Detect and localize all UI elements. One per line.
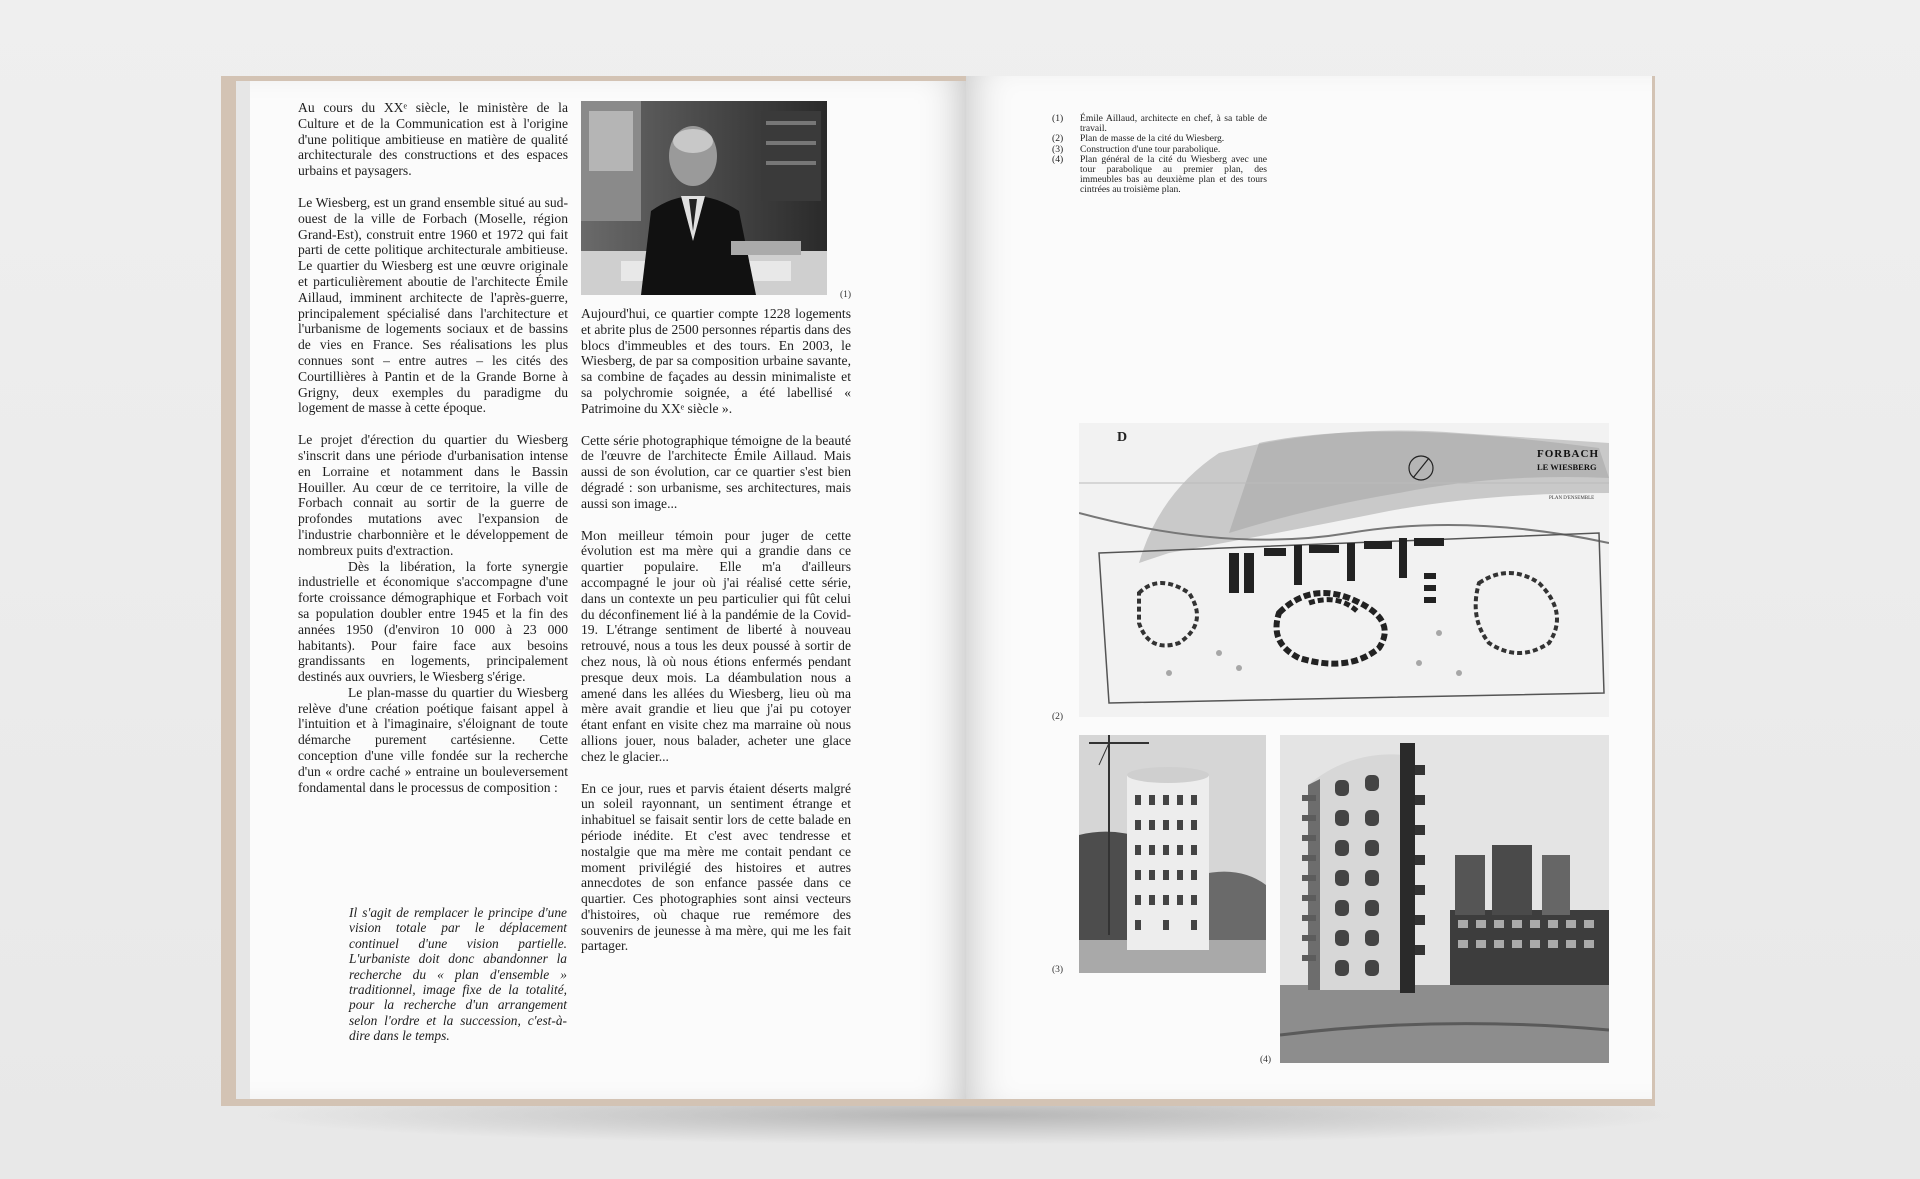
paragraph: Mon meilleur témoin pour juger de cette évolution est ma mère qui a grandie dans ce quartier populaire. Elle m'a d'ailleurs accompagné le jour où j'ai réalisé cette série, dans un contexte un peu particulier qui fût celui du déconfinement lié à la pandémie de la Covid-19. L'étrange sentiment de liberté à nouveau retrouvé, nous a tous les deux poussé à sortir de chez nous, là où nous étions enfermés pendant presque deux mois. La déambulation nous a amené dans les allées du Wiesberg, lieu où ma mère avait grandie et lieu que j'ai pu cotoyer étant enfant en visite chez ma marraine où nous allions jouer, nous balader, acheter une glace chez le glacier... xyxy=(581,527,851,764)
left-column-2 xyxy=(581,306,851,970)
left-column-1 xyxy=(298,100,568,795)
paragraph: Le Wiesberg, est un grand ensemble situé au sud-ouest de la ville de Forbach (Moselle, région Grand-Est), construit entre 1960 et 1972 qui fait parti de cette politique architecturale ambitieuse. Le quartier du Wiesberg est une œuvre originale et particulièrement aboutie de l'architecte Émile Aillaud, imminent architecte de l'après-guerre, principalement spécialisé dans l'architecture et l'urbanisme de logements sociaux et de bassins de vies en France. Ses réalisations les plus connues sont – entre autres – les cités des Courtillières à Pantin et de la Grande Borne à Grigny, deux exemples du paradigme du logement de masse à cette époque. xyxy=(298,194,568,416)
photo-tower-construction xyxy=(1079,735,1266,973)
caption-item xyxy=(1052,155,1267,196)
caption-text: Émile Aillaud, architecte en chef, à sa table de travail. xyxy=(1080,113,1267,135)
plan-subtitle: LE WIESBERG xyxy=(1537,462,1597,472)
caption-number: (2) xyxy=(1052,133,1064,145)
paragraph-indented: Dès la libération, la forte synergie industrielle et économique s'accompagne d'une forte croissance démographique et Forbach voit sa population doubler entre 1945 et la fin des années 1950 (d'environ 10 000 à 23 000 habitants). Pour faire face aux besoins grandissants en logements, principalement destinés aux ouvriers, le Wiesberg s'érige. xyxy=(298,558,568,685)
figure-label-3: (3) xyxy=(1052,965,1064,975)
block-quote: Il s'agit de remplacer le principe d'une vision totale par le déplacement continuel d'une vision partielle. L'urbaniste doit donc abandonner la recherche du « plan d'ensemble » traditionnel, image fixe de la totalité, pour la recherche d'un arrangement selon l'ordre et la succession, c'est-à-dire dans le temps. xyxy=(349,905,567,1044)
caption-text: Plan de masse de la cité du Wiesberg. xyxy=(1080,133,1225,145)
caption-number: (3) xyxy=(1052,143,1064,155)
plan-letter-d: D xyxy=(1117,430,1128,445)
plan-small-label: PLAN D'ENSEMBLE xyxy=(1549,496,1595,501)
paragraph: Le projet d'érection du quartier du Wiesberg s'inscrit dans une période d'urbanisation intense en Lorraine et notamment dans le Bassin Houiller. Au cœur de ce territoire, la ville de Forbach connait au sortir de la guerre de profondes mutations avec l'expansion de l'industrie charbonnière et le développement de nombreux puits d'extraction. xyxy=(298,432,568,558)
figure-label-1: (1) xyxy=(840,290,852,300)
caption-number: (4) xyxy=(1052,153,1064,165)
figure-label-2: (2) xyxy=(1052,712,1064,722)
paragraph: En ce jour, rues et parvis étaient déserts malgré un soleil rayonnant, un sentiment étrange et inhabituel se faisait sentir lors de cette balade en période inédite. Et c'est avec tendresse et nostalgie que ma mère me contait pendant ce moment privilégié des histoires et autres annecdotes de son enfance passée dans ce quartier. Ces photographies sont ainsi vecteurs d'histoires, où chaque rue remémore des souvenirs de jeunesse à ma mère, qui me les fait partager. xyxy=(581,780,851,954)
paragraph: Cette série photographique témoigne de la beauté de l'œuvre de l'architecte Émile Aillaud. Mais aussi de son évolution, car ce quartier s'est bien dégradé : son urbanisme, ses architectures, mais aussi son image... xyxy=(581,432,851,511)
figure-captions xyxy=(1052,114,1267,196)
paragraph-indented: Le plan-masse du quartier du Wiesberg relève d'une création poétique faisant appel à l'intuition et à l'imaginaire, s'éloignant de toute démarche purement cartésienne. Cette conception d'une ville fondée sur la recherche d'un « ordre caché » entraine un bouleversement fondamental dans le processus de composition : xyxy=(298,684,568,795)
photo-parabolic-tower xyxy=(1280,735,1609,1063)
caption-number: (1) xyxy=(1052,113,1064,124)
caption-text: Plan général de la cité du Wiesberg avec une tour parabolique au premier plan, des immeubles bas au deuxième plan et des tours cintrées au troisième plan. xyxy=(1080,153,1267,196)
figure-label-4: (4) xyxy=(1260,1055,1272,1065)
paragraph: Aujourd'hui, ce quartier compte 1228 logements et abrite plus de 2500 personnes répartis dans des blocs d'immeubles et des tours. En 2003, le Wiesberg, de par sa composition urbaine savante, sa combine de façades au dessin minimaliste et sa polychromie soignée, a été labellisé « Patrimoine du XXᵉ siècle ». xyxy=(581,306,851,416)
caption-item xyxy=(1052,114,1267,134)
photo-architect-at-desk xyxy=(581,101,827,295)
caption-text: Construction d'une tour parabolique. xyxy=(1080,143,1221,155)
photo-master-plan xyxy=(1079,423,1609,717)
paragraph: Au cours du XXᵉ siècle, le ministère de la Culture et de la Communication est à l'origine d'une politique ambitieuse en matière de qualité architecturale des constructions et des espaces urbains et paysagers. xyxy=(298,100,568,179)
plan-title: FORBACH xyxy=(1537,448,1599,460)
